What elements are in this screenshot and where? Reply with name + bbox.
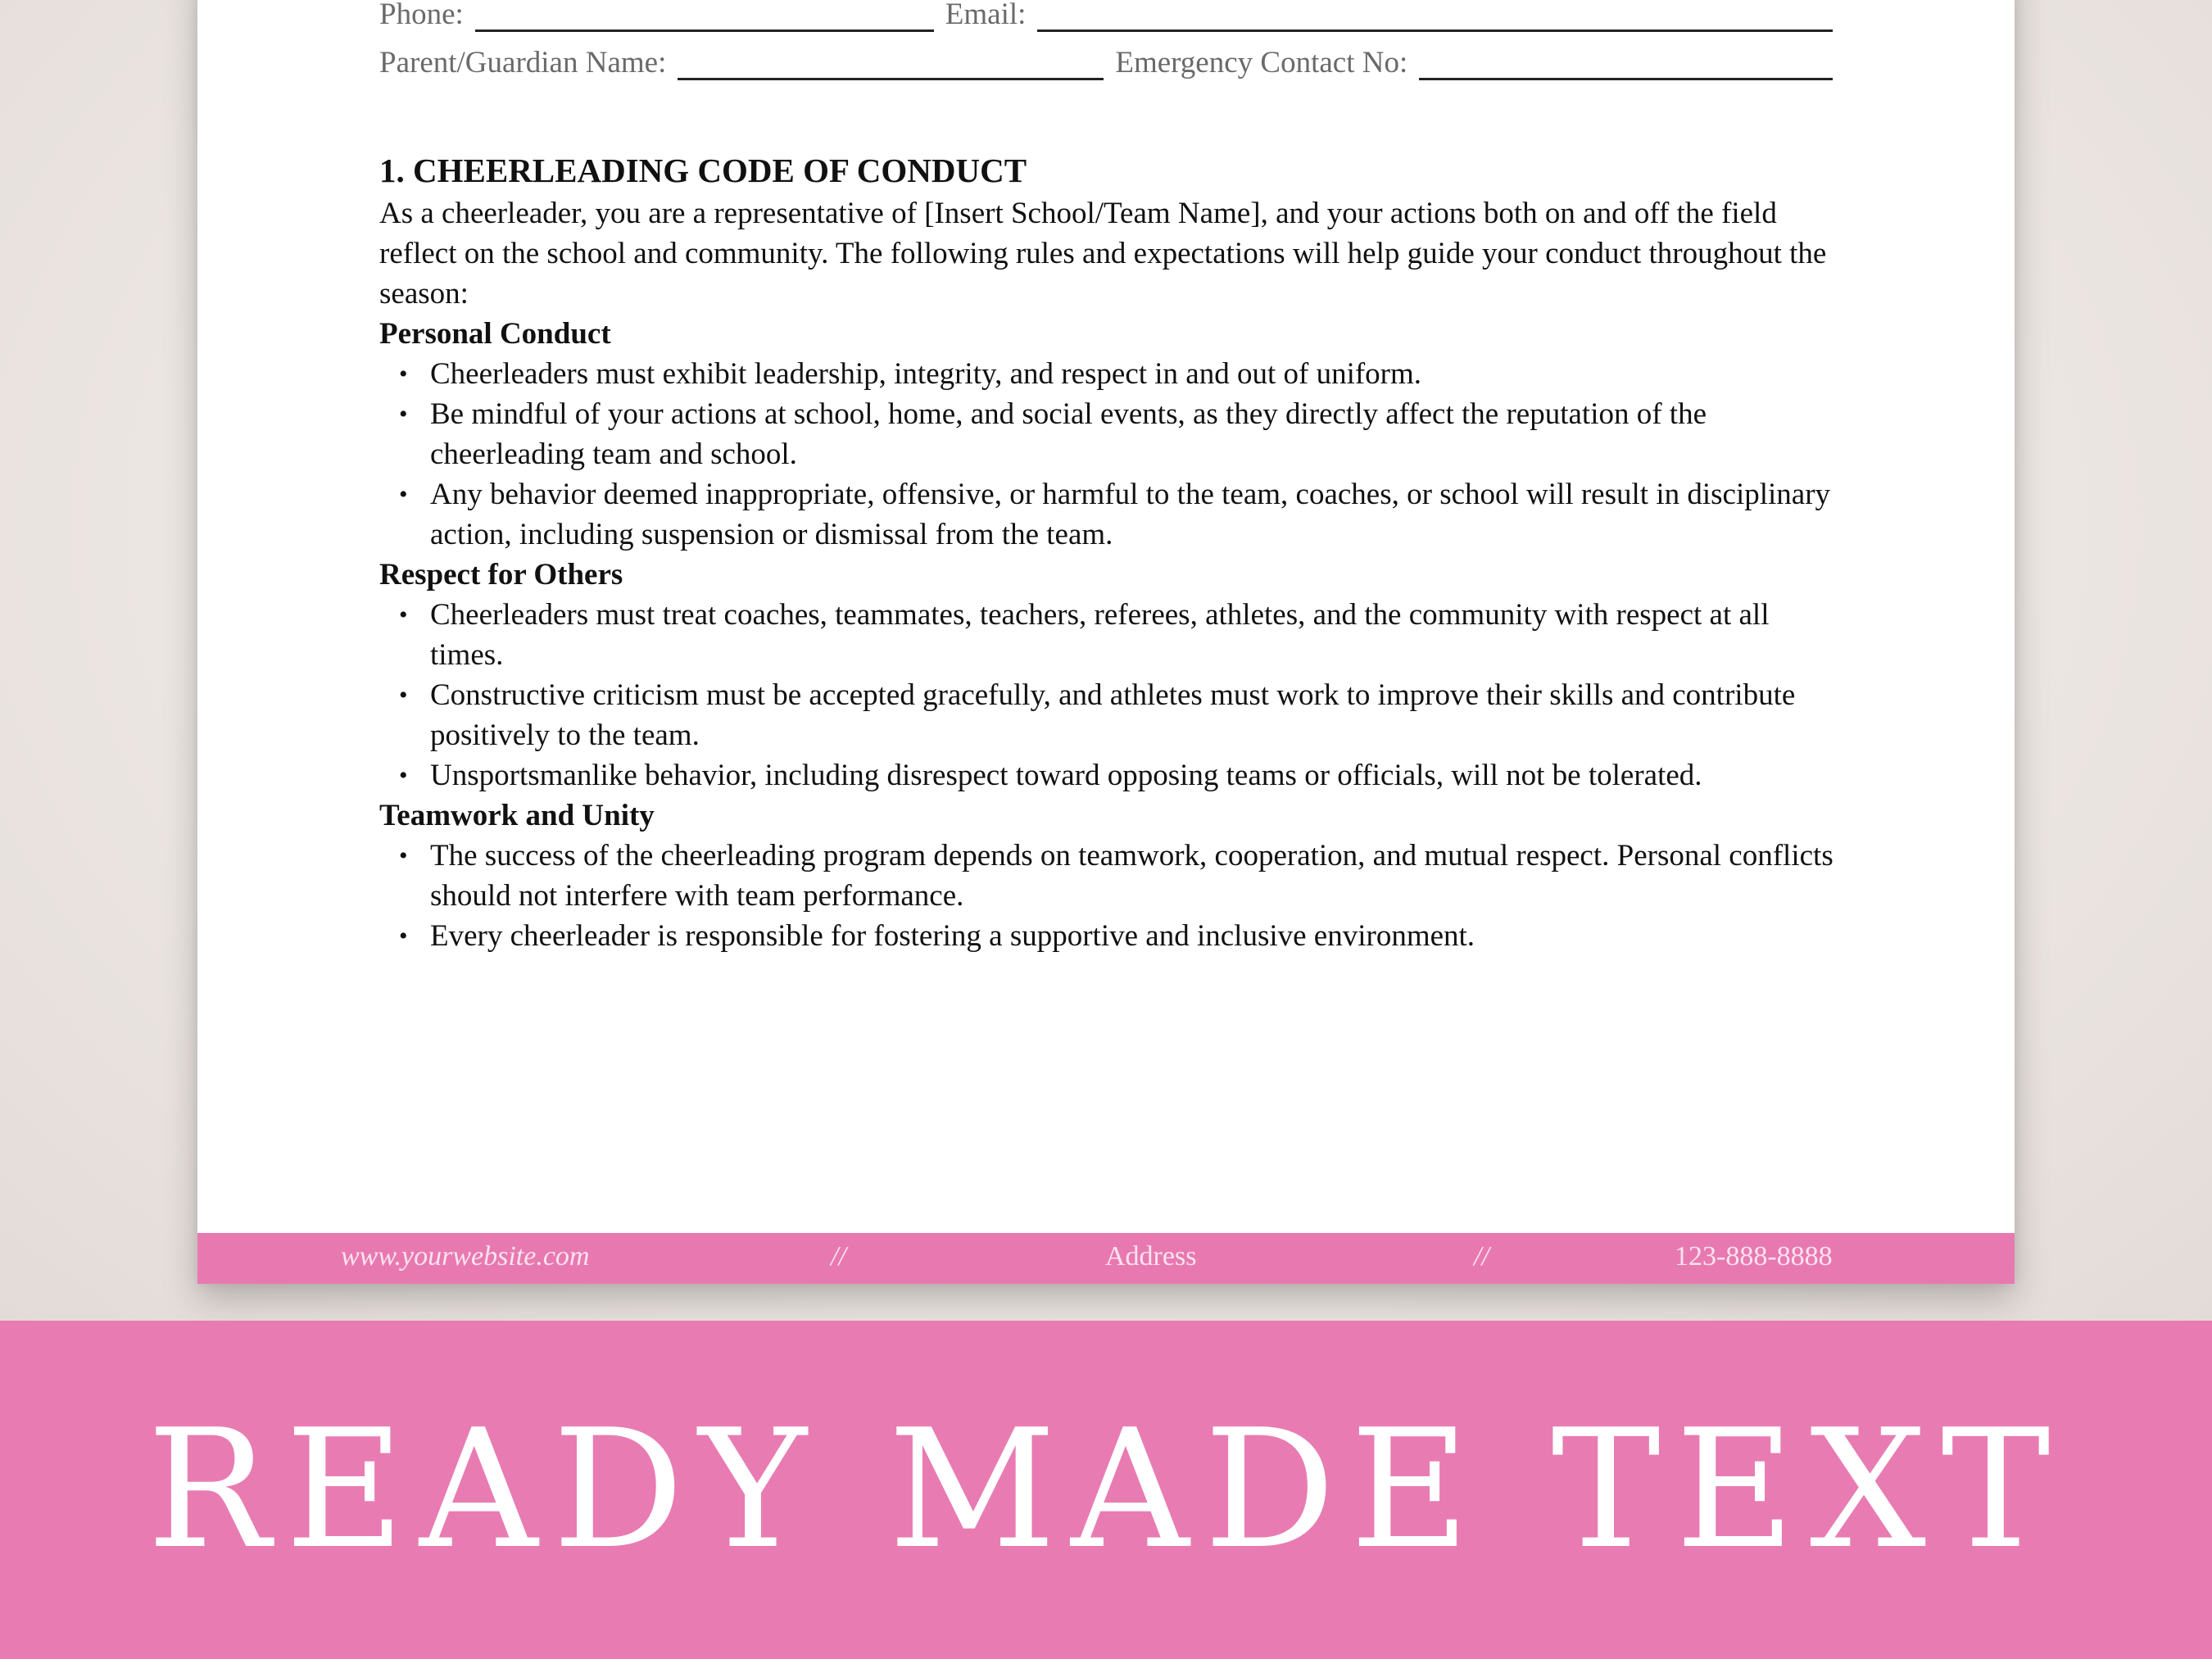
list-item-text: Any behavior deemed inappropriate, offensive, or harmful to the team, coaches, or school will result in disciplinary action, including suspension or dismissal from the team. — [430, 478, 1831, 551]
bullet-icon: • — [399, 762, 408, 789]
document-page — [197, 0, 2015, 1284]
section-heading: 1. CHEERLEADING CODE OF CONDUCT — [379, 152, 1027, 189]
page-footer — [197, 1233, 2015, 1284]
list-item-text: Cheerleaders must exhibit leadership, integrity, and respect in and out of uniform. — [430, 357, 1422, 391]
parent-guardian-field[interactable] — [678, 52, 1104, 80]
list-item — [379, 474, 1846, 555]
footer-separator: // — [831, 1241, 846, 1271]
footer-phone: 123-888-8888 — [1675, 1241, 1833, 1271]
list-item-text: Cheerleaders must treat coaches, teammates, teachers, referees, athletes, and the community with respect at all times. — [430, 598, 1770, 672]
banner-title: READY MADE TEXT — [147, 1394, 2065, 1585]
bullet-icon: • — [399, 481, 408, 508]
list-item — [379, 675, 1846, 755]
list-item — [379, 755, 1846, 796]
email-field[interactable] — [1037, 4, 1833, 32]
list-item-text: Be mindful of your actions at school, home, and social events, as they directly affect the reputation of the cheerleading team and school. — [430, 397, 1707, 471]
group-title: Teamwork and Unity — [379, 799, 655, 832]
list-item — [379, 595, 1846, 675]
bullet-icon: • — [399, 360, 408, 388]
footer-separator: // — [1474, 1241, 1489, 1271]
section-intro: As a cheerleader, you are a representative of [Insert School/Team Name], and your actions both on and off the field reflect on the school and community. The following rules and expectations will help guide your conduct throughout the season: — [379, 197, 1827, 310]
group-title: Personal Conduct — [379, 317, 611, 351]
bullet-list — [379, 836, 1846, 956]
bullet-list — [379, 354, 1846, 555]
bullet-icon: • — [399, 682, 408, 709]
bullet-list — [379, 595, 1846, 796]
footer-website: www.yourwebsite.com — [341, 1241, 590, 1271]
list-item-text: Unsportsmanlike behavior, including disrespect toward opposing teams or officials, will not be tolerated. — [430, 759, 1702, 792]
bullet-icon: • — [399, 401, 408, 428]
bullet-icon: • — [399, 842, 408, 869]
list-item-text: The success of the cheerleading program depends on teamwork, cooperation, and mutual respect. Personal conflicts should not interfere with team performance. — [430, 839, 1834, 913]
promo-banner — [0, 1321, 2212, 1659]
contact-fields-row — [379, 0, 1833, 32]
phone-label: Phone: — [379, 0, 464, 31]
bullet-icon: • — [399, 601, 408, 628]
emergency-contact-label: Emergency Contact No: — [1115, 46, 1408, 79]
bullet-icon: • — [399, 922, 408, 950]
list-item — [379, 836, 1846, 916]
group-title: Respect for Others — [379, 558, 623, 592]
list-item — [379, 354, 1846, 394]
list-item-text: Every cheerleader is responsible for fostering a supportive and inclusive environment. — [430, 919, 1475, 953]
email-label: Email: — [945, 0, 1027, 31]
parent-guardian-label: Parent/Guardian Name: — [379, 46, 667, 79]
list-item-text: Constructive criticism must be accepted gracefully, and athletes must work to improve their skills and contribute positively to the team. — [430, 678, 1796, 752]
guardian-fields-row — [379, 45, 1833, 80]
code-of-conduct-section — [379, 149, 1846, 956]
list-item — [379, 916, 1846, 956]
footer-address: Address — [1105, 1241, 1197, 1271]
emergency-contact-field[interactable] — [1419, 52, 1833, 80]
list-item — [379, 394, 1846, 474]
phone-field[interactable] — [475, 4, 934, 32]
